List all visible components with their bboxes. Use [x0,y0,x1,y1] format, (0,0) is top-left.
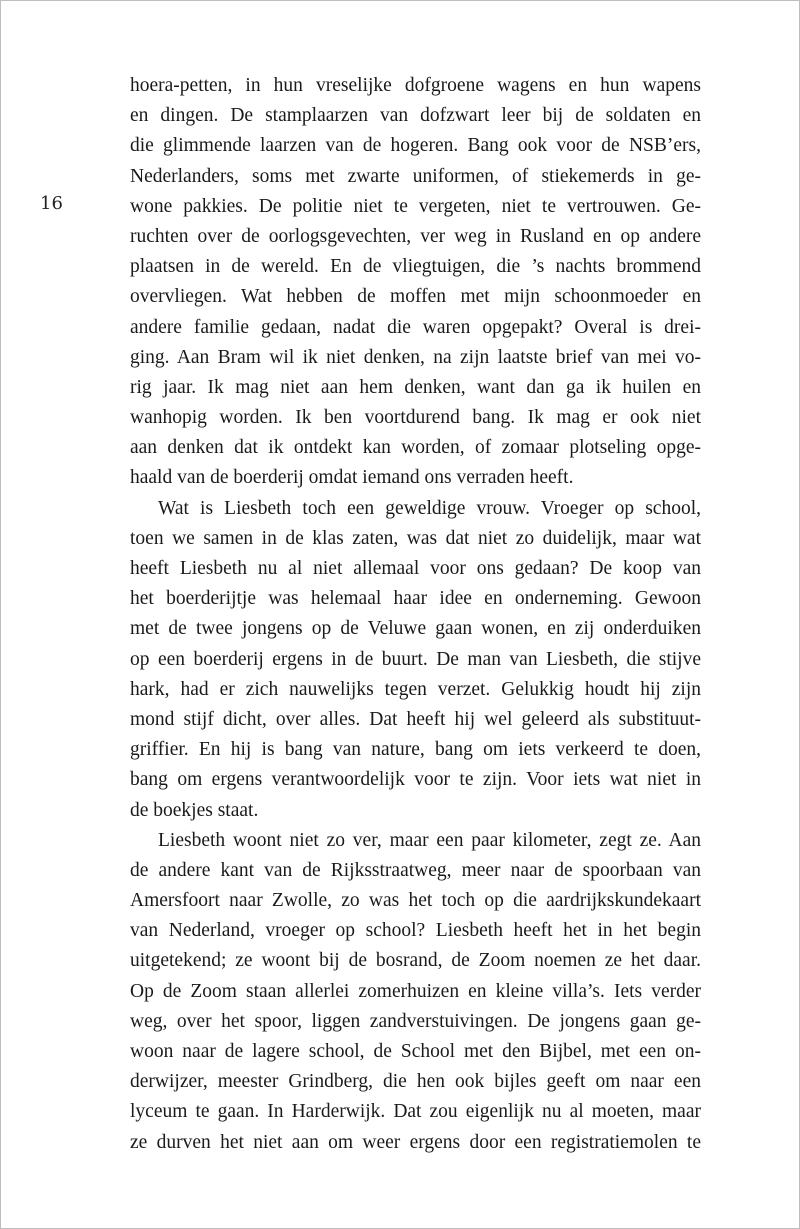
text-line: weg, over het spoor, liggen zandverstuivingen. De jongens gaan ge- [130,1010,701,1032]
text-line: andere familie gedaan, nadat die waren opgepakt? Overal is drei- [130,316,701,338]
text-line: wanhopig worden. Ik ben voortdurend bang. Ik mag er ook niet [130,407,701,429]
text-line: wone pakkies. De politie niet te vergeten, niet te vertrouwen. Ge- [130,195,701,217]
text-line: ging. Aan Bram wil ik niet denken, na zijn laatste brief van mei vo- [130,346,701,368]
text-line: hoera-petten, in hun vreselijke dofgroene wagens en hun wapens [130,75,701,96]
text-line: Amersfoort naar Zwolle, zo was het toch op die aardrijkskundekaart [130,890,701,912]
text-line: haald van de boerderij omdat iemand ons verraden heeft. [130,467,574,489]
text-line: Wat is Liesbeth toch een geweldige vrouw. Vroeger op school, [158,497,701,519]
text-line: overvliegen. Wat hebben de moffen met mijn schoonmoeder en [130,286,701,308]
text-line: lyceum te gaan. In Harderwijk. Dat zou eigenlijk nu al moeten, maar [130,1101,701,1123]
text-line: Op de Zoom staan allerlei zomerhuizen en kleine villa’s. Iets verder [130,980,701,1002]
text-line: van Nederland, vroeger op school? Liesbeth heeft het in het begin [130,920,701,942]
paragraph [130,826,701,1158]
text-line: derwijzer, meester Grindberg, die hen ook bijles geeft om naar een [130,1071,701,1093]
text-line: mond stijf dicht, over alles. Dat heeft hij wel geleerd als substituut- [130,708,701,730]
text-line: aan denken dat ik ontdekt kan worden, of zomaar plotseling opge- [130,437,701,459]
body-text [130,71,701,1158]
text-line: toen we samen in de klas zaten, was dat niet zo duidelijk, maar wat [130,527,701,549]
text-line: de boekjes staat. [130,799,259,821]
text-line: heeft Liesbeth nu al niet allemaal voor ons gedaan? De koop van [130,558,701,579]
paragraph [130,71,701,494]
page-number: 16 [40,193,63,214]
text-line: met de twee jongens op de Veluwe gaan wonen, en zij onderduiken [130,618,701,640]
text-line: de andere kant van de Rijksstraatweg, meer naar de spoorbaan van [130,859,701,881]
text-line: rig jaar. Ik mag niet aan hem denken, want dan ga ik huilen en [130,376,701,398]
text-line: uitgetekend; ze woont bij de bosrand, de Zoom noemen ze het daar. [130,950,701,972]
text-line: woon naar de lagere school, de School met den Bijbel, met een on- [130,1041,701,1062]
text-line: die glimmende laarzen van de hogeren. Bang ook voor de NSB’ers, [130,135,701,157]
text-line: het boerderijtje was helemaal haar idee en onderneming. Gewoon [130,588,701,610]
text-line: plaatsen in de wereld. En de vliegtuigen, die ’s nachts brommend [130,256,701,278]
paragraph [130,494,701,826]
text-line: Nederlanders, soms met zwarte uniformen, of stiekemerds in ge- [130,165,701,187]
text-line: en dingen. De stamplaarzen van dofzwart leer bij de soldaten en [130,105,701,127]
text-line: hark, had er zich nauwelijks tegen verzet. Gelukkig houdt hij zijn [130,678,701,700]
text-line: bang om ergens verantwoordelijk voor te zijn. Voor iets wat niet in [130,769,701,791]
text-line: ze durven het niet aan om weer ergens door een registratiemolen te [130,1131,701,1153]
text-line: griffier. En hij is bang van nature, bang om iets verkeerd te doen, [130,739,701,761]
text-line: ruchten over de oorlogsgevechten, ver weg in Rusland en op andere [130,225,701,247]
text-line: Liesbeth woont niet zo ver, maar een paar kilometer, zegt ze. Aan [158,829,701,851]
text-line: op een boerderij ergens in de buurt. De man van Liesbeth, die stijve [130,648,701,670]
